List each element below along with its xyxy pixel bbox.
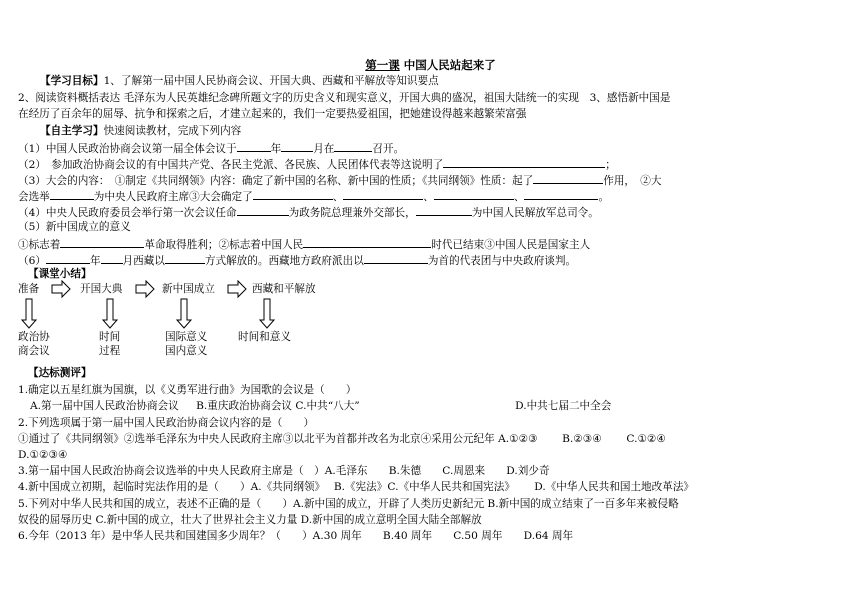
question-4: （4）中央人民政府委员会举行第一次会议任命 为政务院总理兼外交部长， 为中国人民解放军总司令。 [18,204,599,220]
test-question-2-option-d[interactable]: D.①②③④ [18,449,68,461]
summary-heading: 【课堂小结】 [28,268,92,280]
test-question-5: 5.下列对中华人民共和国的成立，表述不正确的是（ ）A.新中国的成立，开辟了人类历史新纪元 B.新中国的成立结束了一百多年来被侵略 [18,498,679,510]
down-arrow-icon [103,299,117,328]
test-question-2-items: ①通过了《共同纲领》②选举毛泽东为中央人民政府主席③以北平为首都并改名为北京④采用公元纪年 A.①②③ B.②③④ C.①②④ [18,433,666,445]
test-question-6: 6.今年（2013 年）是中华人民共和国建国多少周年？（ ）A.30 周年 B.40 周年 C.50 周年 D.64 周年 [18,530,574,542]
test-question-5-cont: 奴役的屈辱历史 C.新中国的成立，壮大了世界社会主义力量 D.新中国的成立意明全国大陆全部解放 [18,514,482,526]
flow-note-cppcc: 政治协 商会议 [18,331,50,357]
lesson-title: 中国人民站起来了 [403,58,496,72]
flow-step-founding-ceremony: 开国大典 [80,283,123,295]
goals-line-1: 【学习目标】1、了解第一届中国人民协商会议、开国大典、西藏和平解放等知识要点 [40,75,439,87]
down-arrow-icon [260,299,274,328]
option-a[interactable]: A.第一届中国人民政治协商会议 [30,400,179,412]
test-heading: 【达标测评】 [28,367,92,379]
option-c[interactable]: C.中共“八大” [295,400,360,412]
goals-line-2: 2、阅读资料概括表达 毛泽东为人民英雄纪念碑所题文字的历史含义和现实意义，开国大典的盛况，祖国大陆统一的实现 3、感悟新中国是 [18,92,671,104]
self-study-line: 【自主学习】快速阅读教材，完成下列内容 [40,125,242,137]
flow-step-tibet-liberation: 西藏和平解放 [252,283,316,295]
question-5: （5）新中国成立的意义 [18,221,131,233]
flow-step-prepare: 准备 [18,283,40,295]
flow-note-time-meaning: 时间和意义 [238,331,291,343]
test-question-1: 1.确定以五星红旗为国旗，以《义勇军进行曲》为国歌的会议是（ ） [18,384,357,396]
option-d[interactable]: D.中共七届二中全会 [515,400,612,412]
right-arrow-icon [136,281,154,297]
question-6: （6） 年 月西藏以 方式解放的。西藏地方政府派出以 为首的代表团与中央政府谈判。 [18,252,576,268]
option-b[interactable]: B.重庆政治协商会议 [196,400,293,412]
lesson-number: 第一课 [365,58,400,72]
self-study-heading: 【自主学习】 [40,125,104,137]
down-arrow-icon [177,299,191,328]
down-arrow-icon [22,299,36,328]
flow-step-prc-founded: 新中国成立 [162,283,215,295]
right-arrow-icon [228,281,246,297]
goals-heading: 【学习目标】 [40,75,104,87]
flow-note-time-process: 时间 过程 [99,331,121,357]
goals-line-3: 在经历了百余年的屈辱、抗争和探索之后，才建立起来的，我们一定要热爱祖国，把她建设得越来越繁荣富强 [18,108,527,120]
question-2: （2） 参加政治协商会议的有中国共产党、各民主党派、各民族、人民团体代表等这说明了 ； [18,156,616,172]
test-question-1-options [30,399,611,413]
question-3b: 会选举 为中央人民政府主席③大会确定了 、 、 、 。 [18,188,609,204]
question-1: （1）中国人民政治协商会议第一届全体会议于 年 月在 召开。 [18,140,404,156]
test-question-3: 3.第一届中国人民政治协商会议选举的中央人民政府主席是（ ）A.毛泽东 B.朱德 C.周恩来 D.刘少奇 [18,465,550,477]
question-3a: （3）大会的内容： ①制定《共同纲领》内容：确定了新中国的名称、新中国的性质；《共同纲领》性质：起了 作用， ②大 [18,172,662,188]
right-arrow-icon [52,281,70,297]
test-question-4: 4.新中国成立初期，起临时宪法作用的是（ ）A.《共同纲领》 B.《宪法》C.《中华人民共和国宪法》 D.《中华人民共和国土地改革法》 [18,481,695,493]
test-question-2: 2.下列选项属于第一届中国人民政治协商会议内容的是（ ） [18,417,315,429]
question-5a: ①标志着 革命取得胜利；②标志着中国人民 时代已结束③中国人民是国家主人 [18,236,590,252]
flow-note-significance: 国际意义 国内意义 [165,331,208,357]
